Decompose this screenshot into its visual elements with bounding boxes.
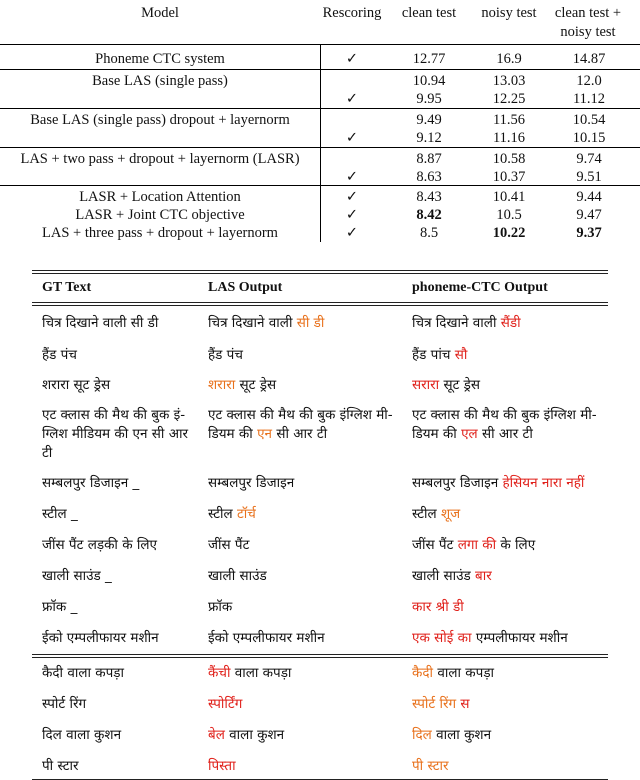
cell-both: 9.74: [576, 151, 602, 167]
cell-gt: [42, 406, 192, 463]
highlighted-word: एक सोई का: [412, 630, 472, 646]
highlighted-word: सरारा: [412, 377, 440, 393]
text-segment: टी: [42, 445, 53, 461]
cell-las: [208, 505, 398, 524]
cell-noisy: 10.58: [492, 151, 526, 167]
text-segment: स्पोर्ट रिंग: [42, 696, 87, 712]
cell-clean: 9.49: [416, 112, 442, 128]
text-segment: सम्बलपुर डिजाइन: [412, 475, 503, 491]
text-segment: खाली साउंड _: [42, 568, 112, 584]
cell-clean: 10.94: [412, 73, 446, 89]
cell-model: Base LAS (single pass): [92, 73, 228, 89]
text-segment: फ्रॉक _: [42, 599, 78, 615]
table-row: [0, 150, 640, 169]
text-segment: एट क्लास की मैथ की बुक इं-: [42, 407, 186, 423]
highlighted-word: बेल: [208, 727, 225, 743]
highlighted-word: सी डी: [296, 315, 325, 331]
text-segment: खाली साउंड: [412, 568, 476, 584]
highlighted-word: दिल: [412, 727, 432, 743]
cell-noisy: 10.41: [492, 189, 526, 205]
highlighted-word: कार श्री डी: [412, 599, 464, 615]
header-model: Model: [141, 5, 179, 21]
cell-ctc: [412, 314, 612, 333]
cell-las: [208, 406, 398, 444]
cell-ctc: [412, 536, 612, 555]
cell-las: [208, 629, 398, 648]
section-rule: [32, 657, 608, 658]
text-segment: स्टील: [208, 506, 237, 522]
highlighted-word: एन: [257, 426, 273, 442]
highlighted-word: सौ: [454, 347, 468, 363]
highlighted-word: टॉर्च: [237, 506, 256, 522]
header-noisy-test: noisy test: [481, 5, 537, 21]
text-segment: खाली साउंड: [208, 568, 267, 584]
cell-clean: 9.95: [416, 91, 442, 107]
cell-gt: [42, 598, 192, 617]
cell-noisy: 12.25: [492, 91, 526, 107]
cell-rescoring: ✓: [345, 207, 359, 223]
table-row: [0, 50, 640, 69]
cell-gt: [42, 536, 192, 555]
header-las-output: LAS Output: [208, 280, 283, 295]
header-phoneme-ctc-output: phoneme-CTC Output: [412, 280, 548, 295]
top-rule: [32, 273, 608, 274]
text-segment: दिल वाला कुशन: [42, 727, 122, 743]
text-segment: ईको एम्पलीफायर मशीन: [42, 630, 159, 646]
highlighted-word: पिस्ता: [208, 758, 236, 774]
cell-gt: [42, 695, 192, 714]
cell-noisy: 10.22: [492, 225, 526, 241]
highlighted-word: स्पोर्टिंग: [208, 696, 243, 712]
text-segment: डियम की: [208, 426, 258, 442]
top-rule: [32, 270, 608, 271]
cell-las: [208, 536, 398, 555]
highlighted-word: कैंची: [208, 665, 231, 681]
table-row: [0, 206, 640, 225]
cell-ctc: [412, 505, 612, 524]
text-segment: पी स्टार: [42, 758, 79, 774]
cell-both: 12.0: [576, 73, 602, 89]
text-segment: चित्र दिखाने वाली सी डी: [42, 315, 159, 331]
table-row: [0, 188, 640, 207]
cell-noisy: 10.5: [496, 207, 522, 223]
table-row: [0, 129, 640, 148]
header-gt-text: GT Text: [42, 280, 92, 295]
header-rule: [32, 305, 608, 306]
highlighted-word: हेसियन नारा नहीं: [502, 475, 585, 491]
cell-clean: 12.77: [412, 51, 446, 67]
cell-ctc: [412, 346, 612, 365]
text-segment: एम्पलीफायर मशीन: [471, 630, 568, 646]
highlighted-word: शरारा: [208, 377, 236, 393]
text-segment: जींस पैंट: [208, 537, 250, 553]
highlighted-word: कैदी: [412, 665, 434, 681]
cell-both: 11.12: [572, 91, 606, 107]
cell-both: 14.87: [572, 51, 606, 67]
cell-ctc: [412, 629, 612, 648]
highlighted-word: बार: [475, 568, 492, 584]
cell-ctc: [412, 376, 612, 395]
cell-las: [208, 664, 398, 683]
text-segment: चित्र दिखाने वाली: [208, 315, 297, 331]
highlighted-word: स: [456, 696, 470, 712]
text-segment: सी आर टी: [477, 426, 533, 442]
text-segment: ग्लिश मीडियम की एन सी आर: [42, 426, 189, 442]
cell-gt: [42, 376, 192, 395]
cell-ctc: [412, 664, 612, 683]
text-segment: जींस पैंट लड़की के लिए: [42, 537, 157, 553]
cell-las: [208, 346, 398, 365]
cell-ctc: [412, 406, 612, 444]
cell-noisy: 13.03: [492, 73, 526, 89]
cell-ctc: [412, 757, 612, 776]
cell-model: LAS + three pass + dropout + layernorm: [42, 225, 278, 241]
header-rescoring: Rescoring: [322, 5, 382, 21]
cell-las: [208, 757, 398, 776]
text-segment: सूट ड्रेस: [439, 377, 481, 393]
highlighted-word: स्पोर्ट रिंग: [412, 696, 457, 712]
cell-clean: 8.42: [416, 207, 442, 223]
cell-model: Phoneme CTC system: [95, 51, 225, 67]
cell-noisy: 11.56: [492, 112, 526, 128]
cell-rescoring: ✓: [345, 169, 359, 185]
cell-noisy: 11.16: [492, 130, 526, 146]
cell-model: LASR + Joint CTC objective: [75, 207, 245, 223]
cell-rescoring: ✓: [345, 91, 359, 107]
cell-rescoring: ✓: [345, 51, 359, 67]
highlighted-word: सैंडी: [500, 315, 521, 331]
highlighted-word: पी स्टार: [412, 758, 449, 774]
cell-ctc: [412, 474, 612, 493]
cell-gt: [42, 474, 192, 493]
section-rule: [32, 654, 608, 655]
cell-model: LASR + Location Attention: [79, 189, 241, 205]
cell-gt: [42, 567, 192, 586]
cell-ctc: [412, 598, 612, 617]
text-segment: एट क्लास की मैथ की बुक इंग्लिश मी-: [412, 407, 597, 423]
table-row: [0, 90, 640, 109]
cell-clean: 8.5: [419, 225, 439, 241]
cell-both: 9.37: [576, 225, 602, 241]
cell-las: [208, 567, 398, 586]
text-segment: स्टील _: [42, 506, 78, 522]
table-row: [0, 111, 640, 130]
cell-model: LAS + two pass + dropout + layernorm (LASR): [20, 151, 300, 167]
cell-las: [208, 314, 398, 333]
cell-las: [208, 695, 398, 714]
cell-gt: [42, 664, 192, 683]
cell-las: [208, 474, 398, 493]
table-row: [0, 224, 640, 243]
cell-ctc: [412, 695, 612, 714]
header-rule: [32, 302, 608, 303]
text-segment: जींस पैंट: [412, 537, 458, 553]
text-segment: वाला कुशन: [431, 727, 492, 743]
text-segment: एट क्लास की मैथ की बुक इंग्लिश मी-: [208, 407, 393, 423]
text-segment: ईको एम्पलीफायर मशीन: [208, 630, 325, 646]
cell-rescoring: ✓: [345, 225, 359, 241]
header-clean-test: clean test: [401, 5, 457, 21]
cell-both: 10.15: [572, 130, 606, 146]
text-segment: के लिए: [496, 537, 536, 553]
text-segment: सी आर टी: [272, 426, 328, 442]
table-row: [0, 72, 640, 91]
text-segment: हैंड पांच: [412, 347, 455, 363]
highlighted-word: एल: [461, 426, 478, 442]
table-row: [0, 168, 640, 187]
cell-clean: 8.43: [416, 189, 442, 205]
text-segment: कैदी वाला कपड़ा: [42, 665, 125, 681]
cell-gt: [42, 629, 192, 648]
cell-both: 9.44: [576, 189, 602, 205]
cell-gt: [42, 757, 192, 776]
cell-clean: 9.12: [416, 130, 442, 146]
text-segment: सूट ड्रेस: [235, 377, 277, 393]
text-segment: वाला कपड़ा: [433, 665, 495, 681]
text-segment: शरारा सूट ड्रेस: [42, 377, 111, 393]
highlighted-word: शूज: [441, 506, 461, 522]
cell-gt: [42, 726, 192, 745]
text-segment: डियम की: [412, 426, 462, 442]
cell-las: [208, 598, 398, 617]
cell-noisy: 16.9: [496, 51, 522, 67]
cell-clean: 8.87: [416, 151, 442, 167]
text-segment: सम्बलपुर डिजाइन _: [42, 475, 140, 491]
text-segment: हैंड पंच: [208, 347, 243, 363]
cell-las: [208, 726, 398, 745]
cell-both: 9.51: [576, 169, 602, 185]
cell-las: [208, 376, 398, 395]
cell-rescoring: ✓: [345, 189, 359, 205]
text-segment: सम्बलपुर डिजाइन: [208, 475, 295, 491]
cell-both: 10.54: [572, 112, 606, 128]
cell-clean: 8.63: [416, 169, 442, 185]
cell-rescoring: ✓: [345, 130, 359, 146]
cell-gt: [42, 346, 192, 365]
text-segment: हैंड पंच: [42, 347, 77, 363]
header-clean-noisy-test: clean test + noisy test: [554, 5, 622, 40]
text-segment: स्टील: [412, 506, 441, 522]
highlighted-word: लगा की: [457, 537, 497, 553]
cell-both: 9.47: [576, 207, 602, 223]
text-segment: चित्र दिखाने वाली: [412, 315, 501, 331]
text-segment: वाला कपड़ा: [230, 665, 292, 681]
cell-ctc: [412, 567, 612, 586]
text-segment: वाला कुशन: [224, 727, 285, 743]
cell-model: Base LAS (single pass) dropout + layernorm: [30, 112, 290, 128]
cell-noisy: 10.37: [492, 169, 526, 185]
cell-ctc: [412, 726, 612, 745]
text-segment: फ्रॉक: [208, 599, 233, 615]
cell-gt: [42, 314, 192, 333]
cell-gt: [42, 505, 192, 524]
